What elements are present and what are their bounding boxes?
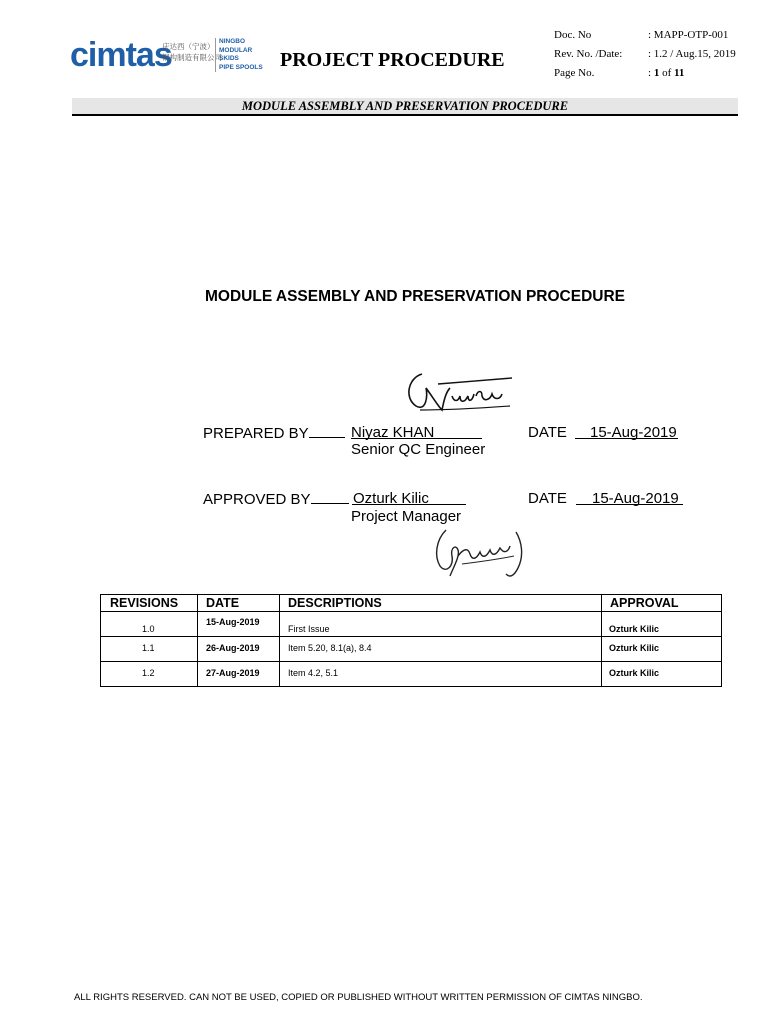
row-divider	[101, 636, 721, 637]
approved-date-underline	[576, 504, 683, 505]
prepared-date-label: DATE	[528, 424, 567, 441]
header-approval: APPROVAL	[610, 596, 679, 610]
rev-row: Rev. No. /Date: : 1.2 / Aug.15, 2019	[554, 48, 736, 60]
header-descriptions: DESCRIPTIONS	[288, 596, 382, 610]
cell-description: Item 4.2, 5.1	[288, 668, 339, 678]
cell-description: First Issue	[288, 624, 330, 634]
header-revisions: REVISIONS	[110, 596, 179, 610]
approved-by-label: APPROVED BY	[203, 490, 349, 508]
column-divider	[197, 595, 198, 686]
prepared-by-label: PREPARED BY	[203, 424, 345, 442]
revisions-table-header	[101, 595, 721, 612]
footer-copyright: ALL RIGHTS RESERVED. CAN NOT BE USED, COPIED OR PUBLISHED WITHOUT WRITTEN PERMISSION OF CIMTAS NINGBO.	[74, 992, 643, 1003]
company-logo	[70, 36, 270, 76]
header-date: DATE	[206, 596, 240, 610]
cell-date: 15-Aug-2019	[206, 617, 260, 627]
approved-date-value: 15-Aug-2019	[592, 490, 679, 507]
cell-revision: 1.2	[142, 668, 155, 678]
preparer-signature	[402, 366, 514, 416]
approved-by-name: Ozturk Kilic	[353, 490, 429, 507]
logo-english-text: NINGBO MODULAR SKIDS PIPE SPOOLS	[215, 38, 270, 72]
logo-chinese-text: 庆达西（宁波） 钢构制造有限公司	[162, 42, 222, 62]
column-divider	[279, 595, 280, 686]
approved-name-underline	[352, 504, 466, 505]
approver-signature	[432, 526, 536, 580]
cell-approval: Ozturk Kilic	[609, 668, 660, 678]
row-divider	[101, 661, 721, 662]
approved-date-label: DATE	[528, 490, 567, 507]
approved-by-role: Project Manager	[351, 508, 462, 525]
header-title: PROJECT PROCEDURE	[280, 49, 505, 71]
doc-no-row: Doc. No : MAPP-OTP-001	[554, 29, 729, 41]
doc-info	[554, 26, 736, 83]
cell-date: 27-Aug-2019	[206, 668, 260, 678]
prepared-date-underline	[575, 438, 678, 439]
cell-revision: 1.1	[142, 643, 155, 653]
page-row: Page No. : 1 of 11	[554, 67, 685, 79]
prepared-date-value: 15-Aug-2019	[590, 424, 677, 441]
revisions-table	[100, 594, 722, 687]
header-band-title: MODULE ASSEMBLY AND PRESERVATION PROCEDURE	[72, 98, 738, 116]
cell-approval: Ozturk Kilic	[609, 643, 660, 653]
cell-approval: Ozturk Kilic	[609, 624, 660, 634]
document-title: MODULE ASSEMBLY AND PRESERVATION PROCEDURE	[205, 288, 625, 305]
column-divider	[601, 595, 602, 686]
prepared-by-name: Niyaz KHAN	[351, 424, 435, 441]
cell-description: Item 5.20, 8.1(a), 8.4	[288, 643, 372, 653]
logo-brand-text: cimtas	[70, 36, 172, 74]
prepared-by-role: Senior QC Engineer	[351, 441, 486, 458]
prepared-name-underline	[351, 438, 482, 439]
cell-date: 26-Aug-2019	[206, 643, 260, 653]
cell-revision: 1.0	[142, 624, 155, 634]
